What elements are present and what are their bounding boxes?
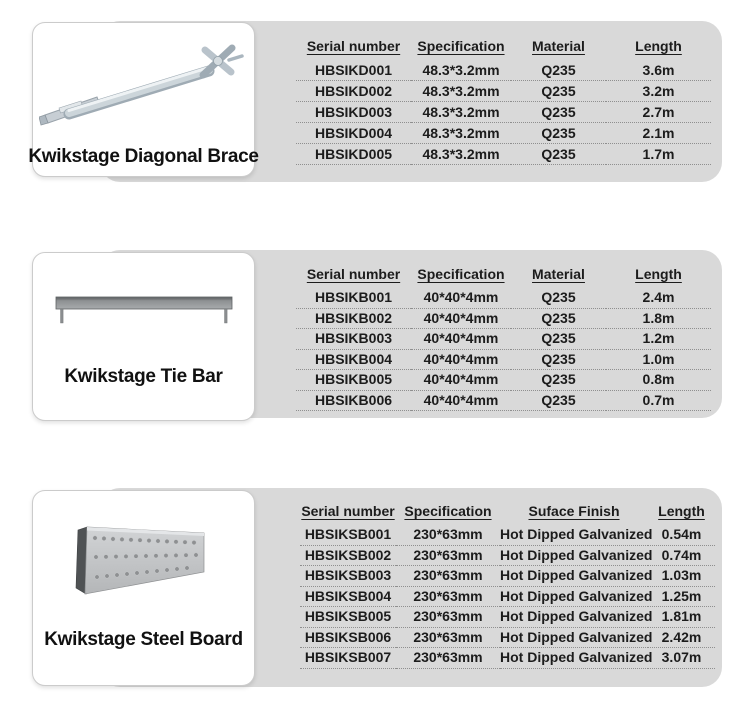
diagonal-brace-image (33, 23, 254, 146)
cell-serial: HBSIKSB005 (300, 607, 396, 628)
cell-length: 0.74m (648, 545, 715, 566)
cell-serial: HBSIKSB003 (300, 566, 396, 587)
cell-serial: HBSIKSB006 (300, 627, 396, 648)
col-header-serial: Serial number (306, 38, 401, 54)
cell-serial: HBSIKB002 (296, 308, 411, 329)
cell-specification: 40*40*4mm (411, 329, 511, 350)
cell-serial: HBSIKSB007 (300, 648, 396, 669)
cell-surface-finish: Hot Dipped Galvanized (500, 566, 648, 587)
cell-serial: HBSIKSB004 (300, 586, 396, 607)
section-steel-board (0, 488, 750, 687)
table-row (300, 545, 715, 566)
cell-surface-finish: Hot Dipped Galvanized (500, 545, 648, 566)
col-header-specification: Specification (404, 503, 492, 519)
steel-board-image (33, 491, 254, 629)
product-title: Kwikstage Steel Board (44, 629, 243, 650)
table-row (300, 648, 715, 669)
product-title: Kwikstage Diagonal Brace (28, 146, 259, 167)
table-row (300, 566, 715, 587)
cell-length: 0.8m (606, 370, 711, 391)
col-header-length: Length (635, 38, 682, 54)
cell-length: 2.42m (648, 627, 715, 648)
col-header-surface-finish: Suface Finish (528, 503, 620, 519)
table-row (296, 102, 711, 123)
col-header-serial: Serial number (301, 503, 395, 519)
table-row (296, 60, 711, 81)
col-header-serial: Serial number (306, 266, 401, 282)
section-tie-bar (0, 250, 750, 418)
cell-surface-finish: Hot Dipped Galvanized (500, 586, 648, 607)
cell-length: 3.07m (648, 648, 715, 669)
col-header-material: Material (532, 266, 585, 282)
cell-specification: 48.3*3.2mm (411, 123, 511, 144)
cell-surface-finish: Hot Dipped Galvanized (500, 607, 648, 628)
table-row (296, 81, 711, 102)
cell-material: Q235 (511, 349, 606, 370)
table-row (300, 607, 715, 628)
table-row (296, 123, 711, 144)
cell-specification: 48.3*3.2mm (411, 144, 511, 165)
cell-serial: HBSIKSB002 (300, 545, 396, 566)
cell-specification: 40*40*4mm (411, 349, 511, 370)
col-header-material: Material (532, 38, 585, 54)
cell-length: 1.81m (648, 607, 715, 628)
cell-material: Q235 (511, 60, 606, 81)
cell-length: 1.8m (606, 308, 711, 329)
cell-specification: 48.3*3.2mm (411, 60, 511, 81)
cell-specification: 40*40*4mm (411, 288, 511, 308)
cell-specification: 230*63mm (396, 648, 500, 669)
table-row (300, 627, 715, 648)
cell-serial: HBSIKB003 (296, 329, 411, 350)
table-header-row (296, 265, 711, 288)
cell-specification: 40*40*4mm (411, 390, 511, 411)
tie-bar-image (33, 253, 254, 366)
product-card-tie-bar (32, 252, 255, 421)
cell-serial: HBSIKD001 (296, 60, 411, 81)
table-row (296, 288, 711, 308)
cell-specification: 230*63mm (396, 545, 500, 566)
cell-surface-finish: Hot Dipped Galvanized (500, 627, 648, 648)
cell-surface-finish: Hot Dipped Galvanized (500, 648, 648, 669)
table-row (300, 525, 715, 545)
cell-material: Q235 (511, 288, 606, 308)
cell-length: 2.7m (606, 102, 711, 123)
cell-specification: 40*40*4mm (411, 308, 511, 329)
cell-serial: HBSIKD005 (296, 144, 411, 165)
table-header-row (296, 37, 711, 60)
product-card-steel-board (32, 490, 255, 686)
cell-length: 1.0m (606, 349, 711, 370)
cell-specification: 40*40*4mm (411, 370, 511, 391)
cell-specification: 230*63mm (396, 607, 500, 628)
cell-length: 3.6m (606, 60, 711, 81)
cell-specification: 230*63mm (396, 627, 500, 648)
cell-specification: 48.3*3.2mm (411, 102, 511, 123)
cell-serial: HBSIKB001 (296, 288, 411, 308)
cell-material: Q235 (511, 102, 606, 123)
cell-length: 1.25m (648, 586, 715, 607)
cell-surface-finish: Hot Dipped Galvanized (500, 525, 648, 545)
table-header-row (300, 502, 715, 525)
cell-specification: 230*63mm (396, 586, 500, 607)
table-row (296, 390, 711, 411)
col-header-length: Length (658, 503, 705, 519)
cell-serial: HBSIKB005 (296, 370, 411, 391)
spec-table-diagonal-brace (296, 37, 711, 165)
table-row (296, 370, 711, 391)
cell-material: Q235 (511, 123, 606, 144)
cell-specification: 48.3*3.2mm (411, 81, 511, 102)
product-title: Kwikstage Tie Bar (64, 366, 223, 387)
col-header-specification: Specification (417, 38, 505, 54)
cell-material: Q235 (511, 308, 606, 329)
table-row (296, 144, 711, 165)
table-row (300, 586, 715, 607)
table-row (296, 349, 711, 370)
section-diagonal-brace (0, 21, 750, 182)
product-card-diagonal-brace (28, 22, 259, 177)
spec-table-steel-board (300, 502, 715, 669)
cell-material: Q235 (511, 144, 606, 165)
cell-length: 2.4m (606, 288, 711, 308)
cell-length: 1.7m (606, 144, 711, 165)
cell-material: Q235 (511, 370, 606, 391)
cell-length: 3.2m (606, 81, 711, 102)
table-row (296, 308, 711, 329)
cell-serial: HBSIKD004 (296, 123, 411, 144)
cell-specification: 230*63mm (396, 525, 500, 545)
cell-material: Q235 (511, 81, 606, 102)
cell-serial: HBSIKB006 (296, 390, 411, 411)
cell-serial: HBSIKB004 (296, 349, 411, 370)
cell-length: 1.2m (606, 329, 711, 350)
cell-length: 1.03m (648, 566, 715, 587)
cell-serial: HBSIKSB001 (300, 525, 396, 545)
cell-length: 0.54m (648, 525, 715, 545)
col-header-specification: Specification (417, 266, 505, 282)
cell-length: 2.1m (606, 123, 711, 144)
cell-specification: 230*63mm (396, 566, 500, 587)
cell-serial: HBSIKD003 (296, 102, 411, 123)
cell-material: Q235 (511, 390, 606, 411)
cell-material: Q235 (511, 329, 606, 350)
col-header-length: Length (635, 266, 682, 282)
spec-table-tie-bar (296, 265, 711, 411)
cell-serial: HBSIKD002 (296, 81, 411, 102)
table-row (296, 329, 711, 350)
cell-length: 0.7m (606, 390, 711, 411)
